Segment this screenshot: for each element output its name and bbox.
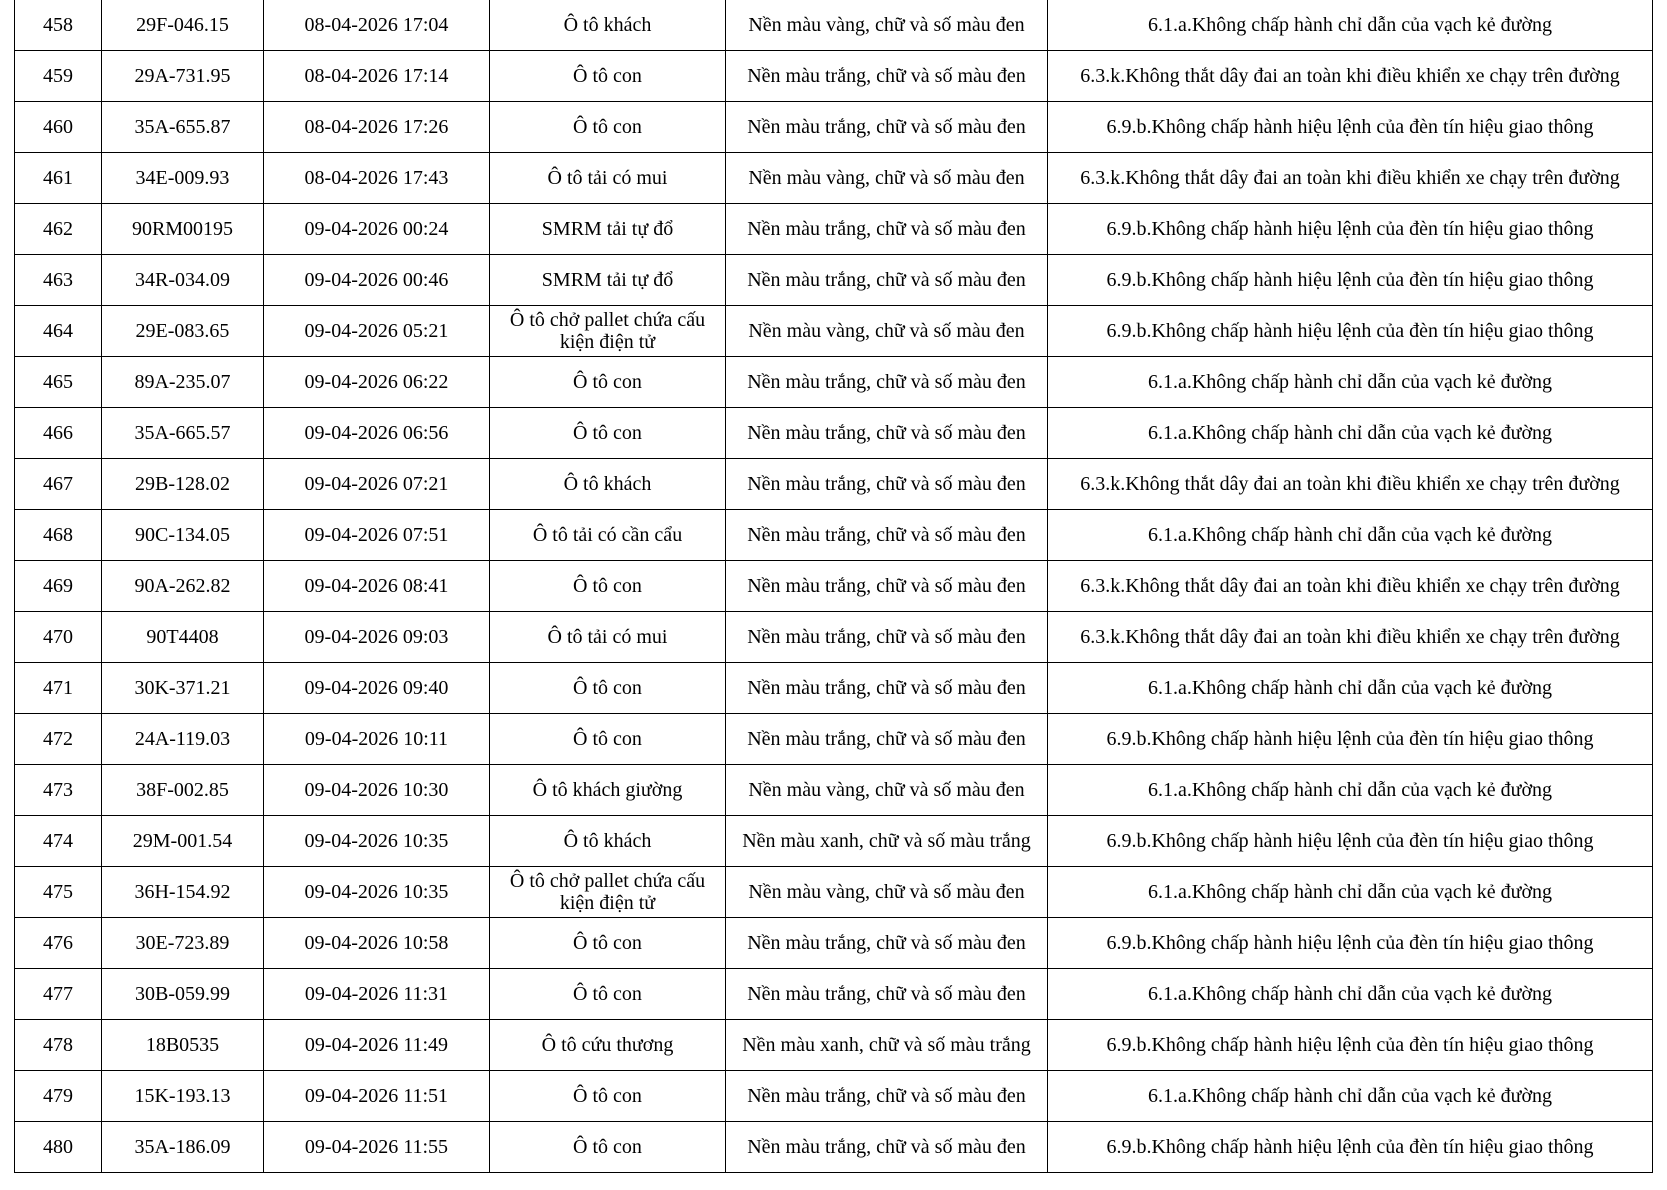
- cell-vehicle-type: Ô tô con: [490, 663, 726, 714]
- cell-time: 09-04-2026 10:35: [264, 816, 490, 867]
- cell-plate: 90A-262.82: [102, 561, 264, 612]
- cell-time: 09-04-2026 11:31: [264, 969, 490, 1020]
- cell-time: 08-04-2026 17:43: [264, 153, 490, 204]
- cell-stt: 480: [15, 1122, 102, 1173]
- table-row: [15, 765, 1653, 816]
- cell-violation: 6.9.b.Không chấp hành hiệu lệnh của đèn tín hiệu giao thông: [1048, 1122, 1653, 1173]
- cell-plate-color: Nền màu trắng, chữ và số màu đen: [726, 459, 1048, 510]
- cell-vehicle-type: Ô tô con: [490, 357, 726, 408]
- cell-plate-color: Nền màu trắng, chữ và số màu đen: [726, 204, 1048, 255]
- cell-vehicle-type: SMRM tải tự đổ: [490, 204, 726, 255]
- cell-vehicle-type: Ô tô chở pallet chứa cấu kiện điện tử: [490, 306, 726, 357]
- cell-time: 08-04-2026 17:04: [264, 0, 490, 51]
- cell-vehicle-type: Ô tô con: [490, 102, 726, 153]
- cell-violation: 6.1.a.Không chấp hành chỉ dẫn của vạch kẻ đường: [1048, 867, 1653, 918]
- cell-violation: 6.1.a.Không chấp hành chỉ dẫn của vạch kẻ đường: [1048, 357, 1653, 408]
- cell-violation: 6.9.b.Không chấp hành hiệu lệnh của đèn tín hiệu giao thông: [1048, 816, 1653, 867]
- cell-violation: 6.9.b.Không chấp hành hiệu lệnh của đèn tín hiệu giao thông: [1048, 918, 1653, 969]
- cell-violation: 6.3.k.Không thắt dây đai an toàn khi điều khiển xe chạy trên đường: [1048, 51, 1653, 102]
- table-row: [15, 153, 1653, 204]
- cell-plate-color: Nền màu trắng, chữ và số màu đen: [726, 102, 1048, 153]
- cell-time: 09-04-2026 00:46: [264, 255, 490, 306]
- cell-plate-color: Nền màu trắng, chữ và số màu đen: [726, 969, 1048, 1020]
- cell-vehicle-type: Ô tô con: [490, 1122, 726, 1173]
- cell-violation: 6.9.b.Không chấp hành hiệu lệnh của đèn tín hiệu giao thông: [1048, 102, 1653, 153]
- cell-stt: 475: [15, 867, 102, 918]
- cell-violation: 6.9.b.Không chấp hành hiệu lệnh của đèn tín hiệu giao thông: [1048, 204, 1653, 255]
- table-row: [15, 510, 1653, 561]
- table-row: [15, 612, 1653, 663]
- cell-plate: 24A-119.03: [102, 714, 264, 765]
- cell-vehicle-type: Ô tô khách: [490, 0, 726, 51]
- cell-violation: 6.3.k.Không thắt dây đai an toàn khi điều khiển xe chạy trên đường: [1048, 459, 1653, 510]
- table-body: [15, 0, 1653, 1173]
- table-row: [15, 561, 1653, 612]
- table-row: [15, 816, 1653, 867]
- violations-table: [14, 0, 1653, 1173]
- cell-stt: 478: [15, 1020, 102, 1071]
- cell-vehicle-type: Ô tô chở pallet chứa cấu kiện điện tử: [490, 867, 726, 918]
- table-row: [15, 459, 1653, 510]
- cell-violation: 6.3.k.Không thắt dây đai an toàn khi điều khiển xe chạy trên đường: [1048, 561, 1653, 612]
- cell-time: 09-04-2026 00:24: [264, 204, 490, 255]
- cell-time: 09-04-2026 11:55: [264, 1122, 490, 1173]
- cell-plate-color: Nền màu trắng, chữ và số màu đen: [726, 255, 1048, 306]
- cell-stt: 469: [15, 561, 102, 612]
- cell-stt: 470: [15, 612, 102, 663]
- cell-stt: 465: [15, 357, 102, 408]
- cell-plate-color: Nền màu xanh, chữ và số màu trắng: [726, 1020, 1048, 1071]
- cell-plate-color: Nền màu trắng, chữ và số màu đen: [726, 357, 1048, 408]
- cell-plate: 38F-002.85: [102, 765, 264, 816]
- cell-vehicle-type: Ô tô con: [490, 969, 726, 1020]
- table-row: [15, 51, 1653, 102]
- cell-violation: 6.1.a.Không chấp hành chỉ dẫn của vạch kẻ đường: [1048, 969, 1653, 1020]
- table-row: [15, 714, 1653, 765]
- cell-plate-color: Nền màu trắng, chữ và số màu đen: [726, 663, 1048, 714]
- table-row: [15, 0, 1653, 51]
- cell-violation: 6.9.b.Không chấp hành hiệu lệnh của đèn tín hiệu giao thông: [1048, 306, 1653, 357]
- cell-plate: 29A-731.95: [102, 51, 264, 102]
- cell-time: 09-04-2026 09:03: [264, 612, 490, 663]
- cell-plate: 35A-186.09: [102, 1122, 264, 1173]
- cell-plate-color: Nền màu vàng, chữ và số màu đen: [726, 0, 1048, 51]
- cell-vehicle-type: Ô tô con: [490, 51, 726, 102]
- table-row: [15, 1071, 1653, 1122]
- table-row: [15, 969, 1653, 1020]
- cell-violation: 6.1.a.Không chấp hành chỉ dẫn của vạch kẻ đường: [1048, 0, 1653, 51]
- cell-time: 09-04-2026 10:11: [264, 714, 490, 765]
- table-row: [15, 663, 1653, 714]
- cell-stt: 477: [15, 969, 102, 1020]
- cell-time: 08-04-2026 17:14: [264, 51, 490, 102]
- cell-vehicle-type: Ô tô khách: [490, 816, 726, 867]
- cell-stt: 476: [15, 918, 102, 969]
- cell-plate: 34E-009.93: [102, 153, 264, 204]
- cell-plate: 30E-723.89: [102, 918, 264, 969]
- cell-vehicle-type: Ô tô con: [490, 714, 726, 765]
- cell-violation: 6.9.b.Không chấp hành hiệu lệnh của đèn tín hiệu giao thông: [1048, 1020, 1653, 1071]
- cell-stt: 479: [15, 1071, 102, 1122]
- cell-plate: 30K-371.21: [102, 663, 264, 714]
- cell-plate-color: Nền màu trắng, chữ và số màu đen: [726, 51, 1048, 102]
- cell-plate-color: Nền màu trắng, chữ và số màu đen: [726, 918, 1048, 969]
- cell-plate-color: Nền màu trắng, chữ và số màu đen: [726, 408, 1048, 459]
- cell-plate-color: Nền màu vàng, chữ và số màu đen: [726, 306, 1048, 357]
- cell-violation: 6.1.a.Không chấp hành chỉ dẫn của vạch kẻ đường: [1048, 765, 1653, 816]
- table-row: [15, 357, 1653, 408]
- table-row: [15, 1122, 1653, 1173]
- cell-plate-color: Nền màu vàng, chữ và số màu đen: [726, 153, 1048, 204]
- cell-vehicle-type: Ô tô con: [490, 918, 726, 969]
- cell-violation: 6.1.a.Không chấp hành chỉ dẫn của vạch kẻ đường: [1048, 510, 1653, 561]
- table-row: [15, 102, 1653, 153]
- cell-time: 08-04-2026 17:26: [264, 102, 490, 153]
- cell-plate: 29F-046.15: [102, 0, 264, 51]
- table-row: [15, 306, 1653, 357]
- cell-stt: 458: [15, 0, 102, 51]
- cell-time: 09-04-2026 11:51: [264, 1071, 490, 1122]
- cell-plate-color: Nền màu vàng, chữ và số màu đen: [726, 867, 1048, 918]
- cell-vehicle-type: Ô tô tải có mui: [490, 612, 726, 663]
- cell-plate: 15K-193.13: [102, 1071, 264, 1122]
- cell-stt: 466: [15, 408, 102, 459]
- cell-stt: 472: [15, 714, 102, 765]
- cell-violation: 6.9.b.Không chấp hành hiệu lệnh của đèn tín hiệu giao thông: [1048, 255, 1653, 306]
- cell-plate-color: Nền màu trắng, chữ và số màu đen: [726, 1071, 1048, 1122]
- cell-vehicle-type: Ô tô khách giường: [490, 765, 726, 816]
- cell-time: 09-04-2026 10:30: [264, 765, 490, 816]
- cell-violation: 6.9.b.Không chấp hành hiệu lệnh của đèn tín hiệu giao thông: [1048, 714, 1653, 765]
- cell-time: 09-04-2026 06:22: [264, 357, 490, 408]
- cell-stt: 463: [15, 255, 102, 306]
- cell-stt: 460: [15, 102, 102, 153]
- cell-plate: 29B-128.02: [102, 459, 264, 510]
- cell-time: 09-04-2026 07:21: [264, 459, 490, 510]
- cell-vehicle-type: Ô tô cứu thương: [490, 1020, 726, 1071]
- cell-plate: 18B0535: [102, 1020, 264, 1071]
- table-row: [15, 1020, 1653, 1071]
- cell-violation: 6.1.a.Không chấp hành chỉ dẫn của vạch kẻ đường: [1048, 663, 1653, 714]
- cell-vehicle-type: Ô tô tải có mui: [490, 153, 726, 204]
- cell-vehicle-type: Ô tô con: [490, 1071, 726, 1122]
- cell-plate: 36H-154.92: [102, 867, 264, 918]
- cell-time: 09-04-2026 06:56: [264, 408, 490, 459]
- cell-plate: 30B-059.99: [102, 969, 264, 1020]
- table-row: [15, 255, 1653, 306]
- cell-plate-color: Nền màu trắng, chữ và số màu đen: [726, 612, 1048, 663]
- cell-stt: 467: [15, 459, 102, 510]
- cell-plate: 34R-034.09: [102, 255, 264, 306]
- cell-stt: 459: [15, 51, 102, 102]
- cell-stt: 464: [15, 306, 102, 357]
- cell-time: 09-04-2026 09:40: [264, 663, 490, 714]
- cell-plate-color: Nền màu vàng, chữ và số màu đen: [726, 765, 1048, 816]
- table-row: [15, 204, 1653, 255]
- cell-stt: 462: [15, 204, 102, 255]
- cell-plate-color: Nền màu trắng, chữ và số màu đen: [726, 1122, 1048, 1173]
- cell-plate: 35A-655.87: [102, 102, 264, 153]
- cell-time: 09-04-2026 10:58: [264, 918, 490, 969]
- cell-plate-color: Nền màu trắng, chữ và số màu đen: [726, 561, 1048, 612]
- cell-plate-color: Nền màu xanh, chữ và số màu trắng: [726, 816, 1048, 867]
- cell-stt: 461: [15, 153, 102, 204]
- cell-plate: 29E-083.65: [102, 306, 264, 357]
- cell-vehicle-type: Ô tô tải có cần cẩu: [490, 510, 726, 561]
- cell-plate: 29M-001.54: [102, 816, 264, 867]
- cell-plate: 90C-134.05: [102, 510, 264, 561]
- cell-violation: 6.3.k.Không thắt dây đai an toàn khi điều khiển xe chạy trên đường: [1048, 612, 1653, 663]
- cell-plate: 35A-665.57: [102, 408, 264, 459]
- cell-time: 09-04-2026 08:41: [264, 561, 490, 612]
- cell-plate: 90T4408: [102, 612, 264, 663]
- cell-vehicle-type: Ô tô khách: [490, 459, 726, 510]
- cell-vehicle-type: Ô tô con: [490, 408, 726, 459]
- cell-stt: 468: [15, 510, 102, 561]
- table-row: [15, 918, 1653, 969]
- cell-violation: 6.1.a.Không chấp hành chỉ dẫn của vạch kẻ đường: [1048, 408, 1653, 459]
- cell-plate-color: Nền màu trắng, chữ và số màu đen: [726, 510, 1048, 561]
- table-row: [15, 408, 1653, 459]
- table-row: [15, 867, 1653, 918]
- cell-vehicle-type: SMRM tải tự đổ: [490, 255, 726, 306]
- cell-plate-color: Nền màu trắng, chữ và số màu đen: [726, 714, 1048, 765]
- cell-violation: 6.1.a.Không chấp hành chỉ dẫn của vạch kẻ đường: [1048, 1071, 1653, 1122]
- cell-stt: 471: [15, 663, 102, 714]
- cell-stt: 474: [15, 816, 102, 867]
- cell-violation: 6.3.k.Không thắt dây đai an toàn khi điều khiển xe chạy trên đường: [1048, 153, 1653, 204]
- cell-time: 09-04-2026 10:35: [264, 867, 490, 918]
- cell-vehicle-type: Ô tô con: [490, 561, 726, 612]
- cell-stt: 473: [15, 765, 102, 816]
- cell-plate: 90RM00195: [102, 204, 264, 255]
- cell-time: 09-04-2026 11:49: [264, 1020, 490, 1071]
- cell-time: 09-04-2026 07:51: [264, 510, 490, 561]
- cell-plate: 89A-235.07: [102, 357, 264, 408]
- cell-time: 09-04-2026 05:21: [264, 306, 490, 357]
